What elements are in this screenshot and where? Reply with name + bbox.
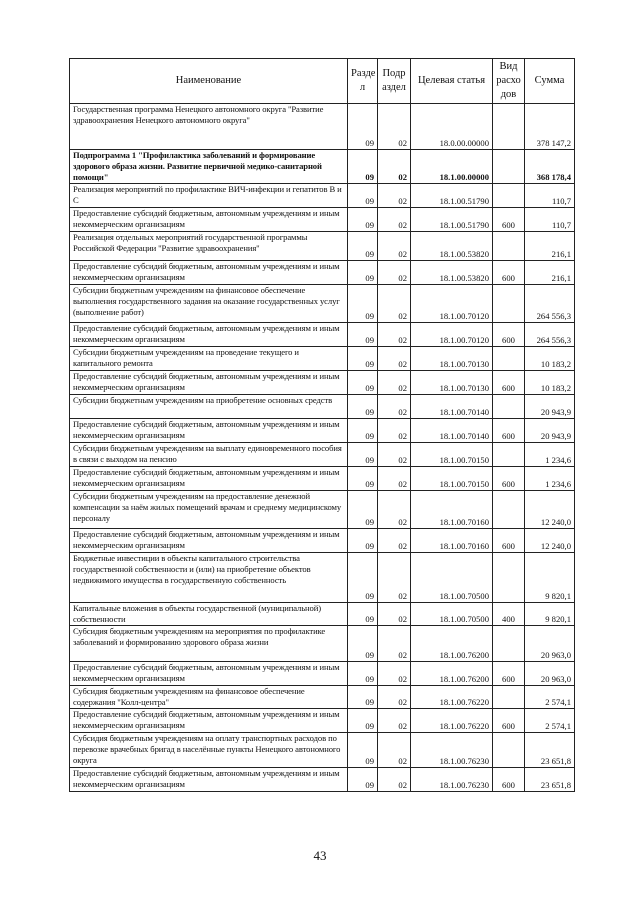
row-section: 09 — [348, 529, 378, 553]
row-target: 18.1.00.70130 — [411, 371, 493, 395]
row-section: 09 — [348, 626, 378, 662]
row-section: 09 — [348, 686, 378, 709]
row-subsection: 02 — [378, 347, 411, 371]
row-subsection: 02 — [378, 261, 411, 285]
table-row — [70, 686, 575, 709]
row-sum: 216,1 — [525, 232, 575, 261]
row-name: Предоставление субсидий бюджетным, автономным учреждениям и иным некоммерческим организациям — [70, 371, 348, 395]
row-target: 18.1.00.70150 — [411, 467, 493, 491]
row-type — [493, 184, 525, 208]
row-section: 09 — [348, 395, 378, 419]
table-row — [70, 768, 575, 792]
row-subsection: 02 — [378, 529, 411, 553]
table-row — [70, 553, 575, 603]
row-target: 18.0.00.00000 — [411, 104, 493, 150]
row-type — [493, 491, 525, 529]
row-name: Предоставление субсидий бюджетным, автономным учреждениям и иным некоммерческим организациям — [70, 208, 348, 232]
row-target: 18.1.00.00000 — [411, 150, 493, 184]
row-subsection: 02 — [378, 768, 411, 792]
row-type — [493, 232, 525, 261]
row-sum: 1 234,6 — [525, 467, 575, 491]
row-section: 09 — [348, 553, 378, 603]
table-row — [70, 467, 575, 491]
row-subsection: 02 — [378, 285, 411, 323]
row-sum: 216,1 — [525, 261, 575, 285]
row-subsection: 02 — [378, 208, 411, 232]
row-section: 09 — [348, 419, 378, 443]
header-section: Разде л — [348, 59, 378, 104]
row-target: 18.1.00.70500 — [411, 553, 493, 603]
row-name: Предоставление субсидий бюджетным, автономным учреждениям и иным некоммерческим организациям — [70, 529, 348, 553]
row-name: Реализация отдельных мероприятий государственной программы Российской Федерации "Развитие здравоохранения" — [70, 232, 348, 261]
row-name: Предоставление субсидий бюджетным, автономным учреждениям и иным некоммерческим организациям — [70, 768, 348, 792]
table-row — [70, 419, 575, 443]
row-type: 600 — [493, 467, 525, 491]
row-name: Субсидия бюджетным учреждениям на мероприятия по профилактике заболеваний и формированию здорового образа жизни — [70, 626, 348, 662]
header-subsection: Подр аздел — [378, 59, 411, 104]
row-name: Субсидии бюджетным учреждениям на предоставление денежной компенсации за наём жилых помещений врачам и среднему медицинскому персоналу — [70, 491, 348, 529]
row-target: 18.1.00.76220 — [411, 709, 493, 733]
row-sum: 20 963,0 — [525, 626, 575, 662]
table-body — [70, 104, 575, 792]
row-type: 600 — [493, 323, 525, 347]
row-type — [493, 347, 525, 371]
row-name: Подпрограмма 1 "Профилактика заболеваний и формирование здорового образа жизни. Развитие первичной медико-санитарной помощи" — [70, 150, 348, 184]
row-name: Капитальные вложения в объекты государственной (муниципальной) собственности — [70, 603, 348, 626]
row-target: 18.1.00.53820 — [411, 261, 493, 285]
row-name: Предоставление субсидий бюджетным, автономным учреждениям и иным некоммерческим организациям — [70, 261, 348, 285]
row-sum: 10 183,2 — [525, 371, 575, 395]
table-row — [70, 529, 575, 553]
row-target: 18.1.00.76220 — [411, 686, 493, 709]
row-subsection: 02 — [378, 553, 411, 603]
row-subsection: 02 — [378, 419, 411, 443]
row-section: 09 — [348, 232, 378, 261]
row-type — [493, 553, 525, 603]
row-target: 18.1.00.51790 — [411, 208, 493, 232]
row-target: 18.1.00.70500 — [411, 603, 493, 626]
row-type: 400 — [493, 603, 525, 626]
row-section: 09 — [348, 491, 378, 529]
row-sum: 23 651,8 — [525, 733, 575, 768]
row-type: 600 — [493, 419, 525, 443]
table-row — [70, 603, 575, 626]
row-name: Предоставление субсидий бюджетным, автономным учреждениям и иным некоммерческим организациям — [70, 323, 348, 347]
row-sum: 12 240,0 — [525, 529, 575, 553]
row-sum: 1 234,6 — [525, 443, 575, 467]
row-type: 600 — [493, 662, 525, 686]
row-type — [493, 285, 525, 323]
row-type: 600 — [493, 529, 525, 553]
table-row — [70, 709, 575, 733]
row-section: 09 — [348, 208, 378, 232]
row-subsection: 02 — [378, 626, 411, 662]
row-type — [493, 443, 525, 467]
row-section: 09 — [348, 662, 378, 686]
row-target: 18.1.00.70150 — [411, 443, 493, 467]
row-target: 18.1.00.70140 — [411, 419, 493, 443]
row-section: 09 — [348, 184, 378, 208]
row-name: Реализация мероприятий по профилактике ВИЧ-инфекции и гепатитов В и С — [70, 184, 348, 208]
row-target: 18.1.00.76230 — [411, 733, 493, 768]
header-type: Вид расхо дов — [493, 59, 525, 104]
row-sum: 9 820,1 — [525, 553, 575, 603]
row-section: 09 — [348, 323, 378, 347]
table-row — [70, 662, 575, 686]
row-name: Государственная программа Ненецкого автономного округа "Развитие здравоохранения Ненецкого автономного округа" — [70, 104, 348, 150]
row-type — [493, 395, 525, 419]
budget-table — [69, 58, 575, 792]
row-sum: 9 820,1 — [525, 603, 575, 626]
table-row — [70, 371, 575, 395]
table-row — [70, 395, 575, 419]
row-section: 09 — [348, 709, 378, 733]
row-type: 600 — [493, 709, 525, 733]
table-row — [70, 184, 575, 208]
row-subsection: 02 — [378, 662, 411, 686]
row-subsection: 02 — [378, 603, 411, 626]
row-type: 600 — [493, 208, 525, 232]
table-row — [70, 232, 575, 261]
row-section: 09 — [348, 603, 378, 626]
header-target: Целевая статья — [411, 59, 493, 104]
row-subsection: 02 — [378, 184, 411, 208]
row-sum: 264 556,3 — [525, 323, 575, 347]
row-section: 09 — [348, 467, 378, 491]
row-type — [493, 686, 525, 709]
row-type — [493, 733, 525, 768]
row-name: Субсидии бюджетным учреждениям на выплату единовременного пособия в связи с выходом на пенсию — [70, 443, 348, 467]
row-section: 09 — [348, 443, 378, 467]
row-target: 18.1.00.70120 — [411, 285, 493, 323]
row-type — [493, 104, 525, 150]
row-section: 09 — [348, 261, 378, 285]
table-row — [70, 261, 575, 285]
row-section: 09 — [348, 347, 378, 371]
row-subsection: 02 — [378, 371, 411, 395]
row-target: 18.1.00.70160 — [411, 529, 493, 553]
header-name: Наименование — [70, 59, 348, 104]
row-name: Субсидии бюджетным учреждениям на приобретение основных средств — [70, 395, 348, 419]
row-section: 09 — [348, 104, 378, 150]
row-name: Предоставление субсидий бюджетным, автономным учреждениям и иным некоммерческим организациям — [70, 662, 348, 686]
row-subsection: 02 — [378, 443, 411, 467]
table-row — [70, 323, 575, 347]
table-row — [70, 150, 575, 184]
row-section: 09 — [348, 150, 378, 184]
row-target: 18.1.00.51790 — [411, 184, 493, 208]
row-sum: 110,7 — [525, 208, 575, 232]
row-sum: 2 574,1 — [525, 686, 575, 709]
row-subsection: 02 — [378, 467, 411, 491]
table-row — [70, 491, 575, 529]
row-sum: 368 178,4 — [525, 150, 575, 184]
row-name: Субсидии бюджетным учреждениям на проведение текущего и капитального ремонта — [70, 347, 348, 371]
row-target: 18.1.00.70140 — [411, 395, 493, 419]
row-subsection: 02 — [378, 709, 411, 733]
row-subsection: 02 — [378, 395, 411, 419]
table-row — [70, 347, 575, 371]
table-row — [70, 733, 575, 768]
row-subsection: 02 — [378, 232, 411, 261]
row-target: 18.1.00.70160 — [411, 491, 493, 529]
row-subsection: 02 — [378, 150, 411, 184]
row-section: 09 — [348, 371, 378, 395]
row-target: 18.1.00.70120 — [411, 323, 493, 347]
table-row — [70, 285, 575, 323]
row-name: Субсидии бюджетным учреждениям на финансовое обеспечение выполнения государственного задания на оказание государственных услуг (выполнение работ) — [70, 285, 348, 323]
row-subsection: 02 — [378, 323, 411, 347]
table-header-row — [70, 59, 575, 104]
row-sum: 378 147,2 — [525, 104, 575, 150]
row-name: Предоставление субсидий бюджетным, автономным учреждениям и иным некоммерческим организациям — [70, 419, 348, 443]
table-row — [70, 104, 575, 150]
row-target: 18.1.00.76200 — [411, 626, 493, 662]
row-target: 18.1.00.70130 — [411, 347, 493, 371]
row-subsection: 02 — [378, 104, 411, 150]
row-sum: 20 943,9 — [525, 395, 575, 419]
row-type: 600 — [493, 371, 525, 395]
row-sum: 10 183,2 — [525, 347, 575, 371]
row-target: 18.1.00.76200 — [411, 662, 493, 686]
row-name: Субсидия бюджетным учреждениям на оплату транспортных расходов по перевозке врачебных бригад в населённые пункты Ненецкого автономного округа — [70, 733, 348, 768]
row-sum: 23 651,8 — [525, 768, 575, 792]
row-name: Предоставление субсидий бюджетным, автономным учреждениям и иным некоммерческим организациям — [70, 709, 348, 733]
header-sum: Сумма — [525, 59, 575, 104]
page-number: 43 — [313, 848, 327, 863]
row-subsection: 02 — [378, 491, 411, 529]
row-subsection: 02 — [378, 733, 411, 768]
row-sum: 110,7 — [525, 184, 575, 208]
row-section: 09 — [348, 285, 378, 323]
row-sum: 2 574,1 — [525, 709, 575, 733]
row-name: Бюджетные инвестиции в объекты капитального строительства государственной собственности и (или) на приобретение объектов недвижимого имущества в государственную собственность — [70, 553, 348, 603]
row-subsection: 02 — [378, 686, 411, 709]
row-name: Субсидия бюджетным учреждениям на финансовое обеспечение содержания "Колл-центра" — [70, 686, 348, 709]
row-section: 09 — [348, 768, 378, 792]
row-sum: 12 240,0 — [525, 491, 575, 529]
table-row — [70, 626, 575, 662]
row-sum: 20 943,9 — [525, 419, 575, 443]
row-type — [493, 626, 525, 662]
row-section: 09 — [348, 733, 378, 768]
row-target: 18.1.00.53820 — [411, 232, 493, 261]
row-target: 18.1.00.76230 — [411, 768, 493, 792]
row-type — [493, 150, 525, 184]
row-sum: 20 963,0 — [525, 662, 575, 686]
table-row — [70, 443, 575, 467]
table-row — [70, 208, 575, 232]
row-name: Предоставление субсидий бюджетным, автономным учреждениям и иным некоммерческим организациям — [70, 467, 348, 491]
row-type: 600 — [493, 768, 525, 792]
row-type: 600 — [493, 261, 525, 285]
row-sum: 264 556,3 — [525, 285, 575, 323]
